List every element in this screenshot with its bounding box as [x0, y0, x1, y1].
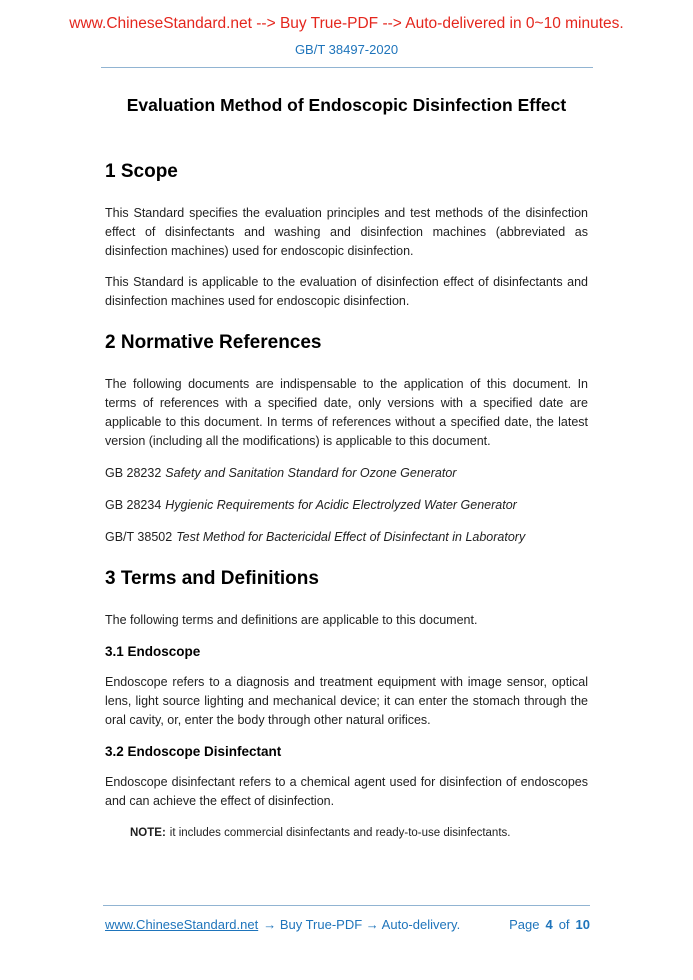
page-footer — [103, 905, 590, 934]
page-of-label: of — [558, 917, 570, 932]
section-heading-terms-definitions: 3 Terms and Definitions — [105, 568, 319, 589]
promo-banner: www.ChineseStandard.net --> Buy True-PDF --> Auto-delivered in 0~10 minutes. — [69, 15, 624, 32]
footer-divider — [103, 905, 590, 906]
reference-code: GB 28234 — [105, 498, 162, 512]
footer-promo-text: → Buy True-PDF → Auto-delivery. — [263, 917, 461, 932]
subsection-heading-endoscope: 3.1 Endoscope — [105, 644, 201, 659]
footer-website-link[interactable]: www.ChineseStandard.net — [105, 917, 259, 932]
paragraph: Endoscope disinfectant refers to a chemical agent used for disinfection of endoscopes and can achieve the effect of disinfection. — [105, 775, 588, 808]
paragraph: The following terms and definitions are applicable to this document. — [105, 613, 478, 627]
page-label: Page — [509, 917, 540, 932]
note-label: NOTE: — [130, 827, 166, 839]
note-block — [130, 825, 588, 842]
paragraph: The following documents are indispensable to the application of this document. In terms of references with a specified date, only versions with a specified date are applicable to this document. In terms of references without a specified date, the latest version (including all the modifications) is applicable to this document. — [105, 377, 588, 448]
paragraph: Endoscope refers to a diagnosis and treatment equipment with image sensor, optical lens, light source lighting and mechanical device; it can enter the stomach through the oral cavity, or, enter the body through other natural orifices. — [105, 675, 588, 727]
footer-promo — [105, 916, 460, 934]
reference-item — [105, 528, 588, 547]
reference-item — [105, 496, 588, 515]
page-title: Evaluation Method of Endoscopic Disinfection Effect — [126, 95, 567, 115]
header-divider — [101, 67, 593, 68]
reference-item — [105, 464, 588, 483]
section-heading-normative-references: 2 Normative References — [105, 332, 322, 353]
reference-code: GB 28232 — [105, 466, 162, 480]
page-number-indicator — [509, 916, 590, 934]
reference-title: Test Method for Bactericidal Effect of Disinfectant in Laboratory — [176, 530, 526, 544]
paragraph: This Standard specifies the evaluation principles and test methods of the disinfection effect of disinfectants and washing and disinfection machines (abbreviated as disinfection machines) used for endoscopic disinfection. — [105, 206, 588, 258]
document-body — [105, 160, 588, 842]
paragraph: This Standard is applicable to the evaluation of disinfection effect of disinfectants and disinfection machines used for endoscopic disinfection. — [105, 275, 588, 308]
section-heading-scope: 1 Scope — [105, 161, 178, 182]
reference-code: GB/T 38502 — [105, 530, 173, 544]
page-current: 4 — [545, 917, 553, 932]
note-text: it includes commercial disinfectants and ready-to-use disinfectants. — [169, 827, 511, 839]
reference-title: Safety and Sanitation Standard for Ozone Generator — [165, 466, 457, 480]
page-total: 10 — [575, 917, 590, 932]
standard-number: GB/T 38497-2020 — [294, 42, 399, 57]
subsection-heading-endoscope-disinfectant: 3.2 Endoscope Disinfectant — [105, 744, 282, 759]
reference-title: Hygienic Requirements for Acidic Electrolyzed Water Generator — [165, 498, 517, 512]
